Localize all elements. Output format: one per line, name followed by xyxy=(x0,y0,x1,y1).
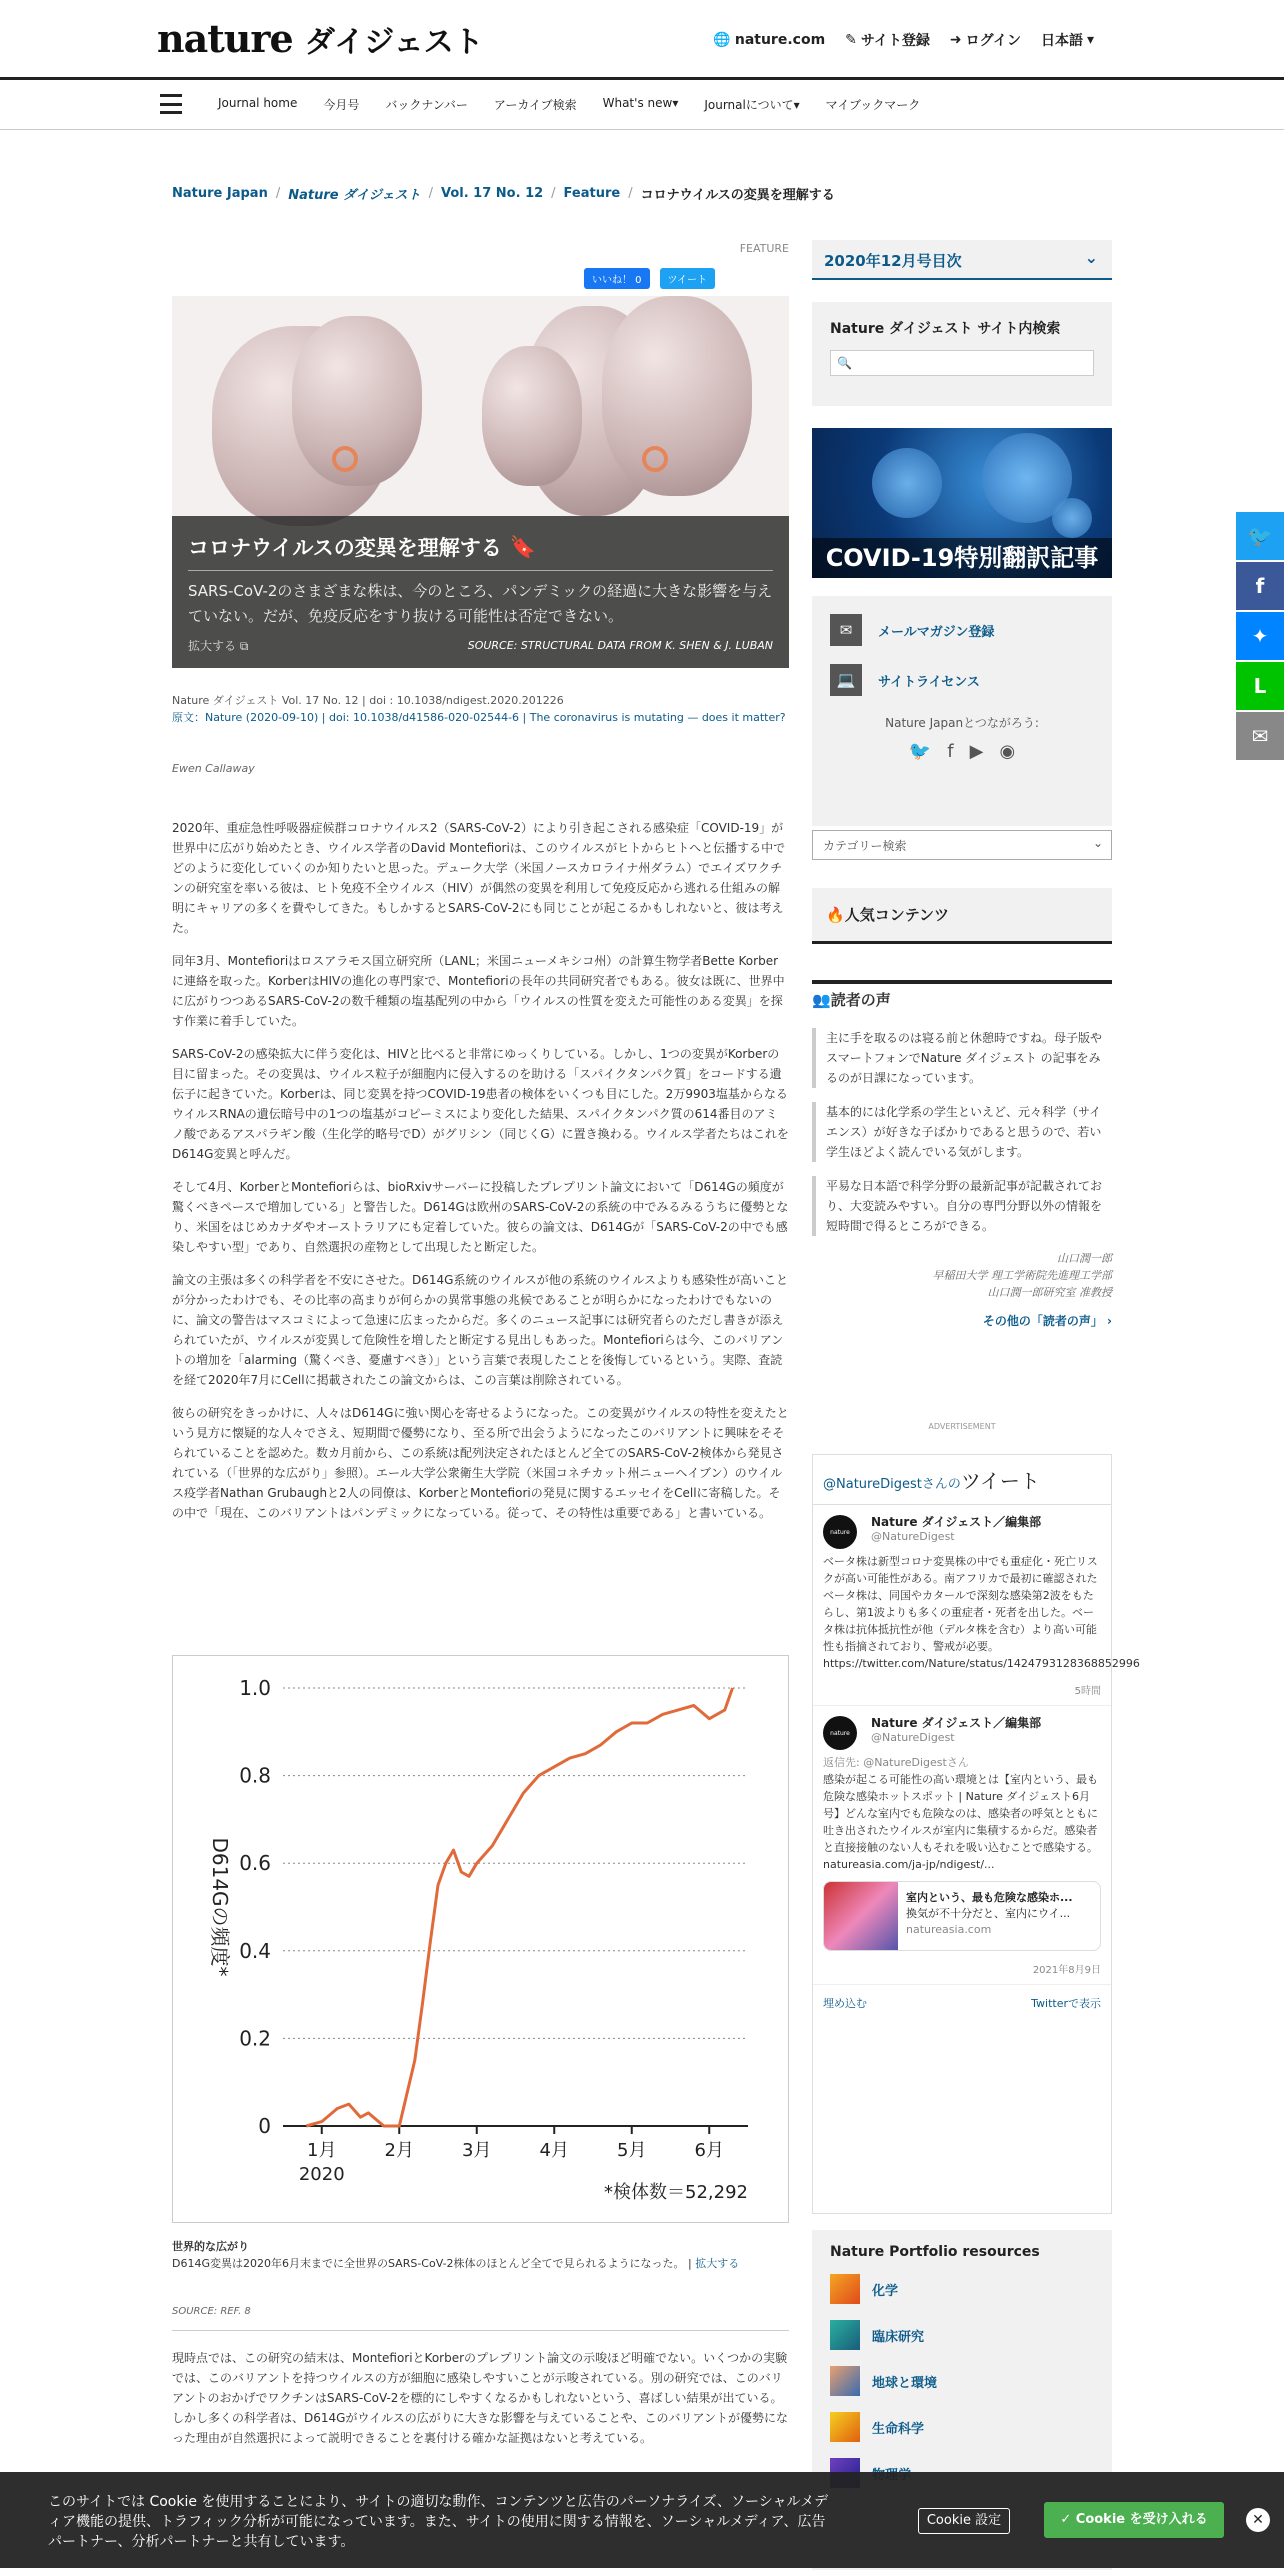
figure-expand-link[interactable]: 拡大する xyxy=(695,2257,740,2270)
tweet-button[interactable]: ツイート xyxy=(660,268,716,289)
covid-banner[interactable] xyxy=(812,428,1112,578)
follow-text: Nature Japanとつながろう: xyxy=(885,716,1039,730)
main-nav xyxy=(0,80,1284,130)
login-icon: ➜ xyxy=(949,32,962,48)
tweet[interactable]: nature Nature ダイジェスト／編集部 @NatureDigest ベータ株は新型コロナ変異株の中でも重症化・死亡リスクが高い可能性がある。南アフリカで最初に確認されたベータ株は、同国やカタールで深刻な感染第2波をもたらし、第1波よりも多くの重症者・死者を出した。ベータ株は抗体抵抗性が他（デルタ株を含む）より高い可能性も指摘されており、警戒が必要。 https://twitter.com/Nature/status/1424793128368852996 5時間 xyxy=(813,1505,1111,1706)
site-header xyxy=(0,0,1284,80)
tweet[interactable]: nature Nature ダイジェスト／編集部 @NatureDigest 返信先: @NatureDigestさん 感染が起こる可能性の高い環境とは【室内という、最も危険な感染ホットスポット | Nature ダイジェスト6月号】どんな室内でも危険なのは、感染者の呼気とともに吐き出されたウイルスが室内に集積するからだ。感染者と直接接触のない人もそれを吸い込むことで感染する。 natureasia.com/ja-jp/ndigest/... 室内という、最も危険な感染ホ... 換気が不十分だと、室内にウイ... natureasia.com 2021年8月9日 xyxy=(813,1706,1111,1985)
social-buttons xyxy=(584,268,715,289)
reader-quote: 平易な日本語で科学分野の最新記事が記載されており、大変読みやすい。自分の専門分野以外の情報を短時間で得るところができる。 xyxy=(812,1176,1112,1236)
site-logo[interactable]: nature ダイジェスト xyxy=(157,16,484,61)
facebook-share-icon[interactable]: f xyxy=(1236,562,1284,610)
paragraph: 彼らの研究をきっかけに、人々はD614Gに強い関心を寄せるようになった。この変異がウイルスの特性を変えたという見方に懐疑的な人々でさえ、短期間で優勢になり、至る所で出会うようになったこのバリアントに興味をそそられていることを認めた。数カ月前から、この系統は配列決定されたほとんど全てのSARS-CoV-2検体から発見されている（「世界的な広がり」参照）。エール大学公衆衛生大学院（米国コネチカット州ニューヘイブン）のウイルス疫学者Nathan Grubaughと2人の同僚は、KorberとMontefioriの発見に関するエッセイをCellに寄稿した。その中で「現在、このバリアントはパンデミックになっている。従って、その特性は重要である」と書いている。 xyxy=(172,1406,789,1520)
mail-icon: ✉ xyxy=(830,614,862,646)
view-on-twitter-link[interactable]: Twitterで表示 xyxy=(1031,1997,1101,2010)
reader-voices: 👥読者の声 主に手を取るのは寝る前と休憩時ですね。母子版やスマートフォンでNature ダイジェスト の記事をみるのが日課になっています。 基本的には化学系の学生といえど、元々科学（サイエンス）が好きな子ばかりであると思うので、若い学生ほどよく読んでいる気がします。 平易な日本語で科学分野の最新記事が記載されており、大変読みやすい。自分の専門分野以外の情報を短時間で得るところができる。 山口潤一郎 早稲田大学 理工学術院先進理工学部 山口潤一郎研究室 准教授 その他の「読者の声」 › xyxy=(812,980,1112,1331)
chart-footnote: *検体数＝52,292 xyxy=(604,2182,748,2203)
cookie-banner xyxy=(0,2472,1284,2568)
y-tick-label: 0.4 xyxy=(239,1938,271,1963)
nature-com-link[interactable]: 🌐 nature.com xyxy=(713,32,826,48)
x-tick-label: 6月 xyxy=(694,2140,724,2161)
meta-digest: Nature ダイジェスト Vol. 17 No. 12 | doi : 10.1038/ndigest.2020.201226 xyxy=(172,694,564,707)
paragraph: 同年3月、Montefioriはロスアラモス国立研究所（LANL；米国ニューメキシコ州）の計算生物学者Bette Korberに連絡を取った。KorberはHIVの進化の専門家で、Montefioriの長年の共同研究者でもある。彼女は既に、世界中に広がりつつあるSARS-CoV-2の数千種類の塩基配列の中から「ウイルスの性質を変えた可能性のある変異」を探す作業に着手していた。 xyxy=(172,954,785,1028)
top-links xyxy=(713,30,1094,50)
twitter-share-icon[interactable]: 🐦 xyxy=(1236,512,1284,560)
x-tick-label: 3月 xyxy=(462,2140,492,2161)
article-body xyxy=(172,818,789,1536)
language-select[interactable]: 日本語 ▾ xyxy=(1040,32,1094,49)
sidebar-links xyxy=(812,596,1112,826)
reader-quote: 基本的には化学系の学生といえど、元々科学（サイエンス）が好きな子ばかりであると思うので、若い学生ほどよく読んでいる気がします。 xyxy=(812,1102,1112,1162)
chart-svg xyxy=(173,1656,788,2222)
article-lead: SARS-CoV-2のさまざまな株は、今のところ、パンデミックの経過に大きな影響を与えていない。だが、免疫反応をすり抜ける可能性は否定できない。 xyxy=(188,582,773,625)
x-tick-label: 5月 xyxy=(617,2140,647,2161)
youtube-icon[interactable]: ▶ xyxy=(969,741,984,762)
y-tick-label: 0 xyxy=(258,2114,271,2138)
y-tick-label: 0.8 xyxy=(239,1763,271,1788)
y-tick-label: 0.6 xyxy=(239,1851,271,1876)
paragraph: 論文の主張は多くの科学者を不安にさせた。D614G系統のウイルスが他の系統のウイルスよりも感染性が高いことが分かったわけでも、その比率の高まりが何らかの異常事態の兆候であることが明らかになったわけでもないのに、論文の警告はマスコミによって急速に広まったからだ。多くのニュース記事には研究者らのただし書きが添えられていたが、ウイルスが変異して危険性を増したと断定する見出しもあった。Montefioriらは今、このバリアントの増加を「alarming（驚くべき、憂慮すべき）」という言葉で表現したことを後悔しているという。実際、査読を経て2020年7月にCellに掲載されたこの論文からは、この言葉は削除されている。 xyxy=(172,1273,789,1387)
resource-clinical[interactable]: 臨床研究 xyxy=(830,2320,1094,2350)
avatar: nature xyxy=(823,1716,857,1750)
article-meta xyxy=(172,692,789,726)
cookie-accept-button[interactable]: ✓ Cookie を受け入れる xyxy=(1044,2502,1224,2538)
category-select[interactable]: カテゴリー検索 ⌄ xyxy=(812,830,1112,860)
fire-icon: 🔥 xyxy=(826,906,845,924)
series-line xyxy=(306,1688,732,2126)
nav-back-numbers[interactable]: バックナンバー xyxy=(385,98,468,112)
edit-icon: ✎ xyxy=(845,32,857,48)
figure-title: 世界的な広がり xyxy=(172,2240,249,2253)
paragraph: 現時点では、この研究の結末は、MontefioriとKorberのプレプリント論文の示唆ほど明確でない。いくつかの実験では、このバリアントを持つウイルスの方が細胞に感染しやすいことが示唆されている。別の研究では、このバリアントのおかげでワクチンはSARS-CoV-2を標的にしやすくなるかもしれないという、喜ばしい結果が出ている。しかし多くの科学者は、D614Gがウイルスの広がりに大きな影響を与えていることや、このバリアントが優勢になった理由が自然選択によって説明できることを裏付ける確かな証拠はないと考えている。 xyxy=(172,2351,789,2445)
login-link[interactable]: ➜ ログイン xyxy=(949,32,1021,49)
breadcrumb-volume[interactable]: Vol. 17 No. 12 xyxy=(440,186,544,201)
like-button[interactable]: いいね！ 0 xyxy=(584,268,650,289)
paragraph: そして4月、KorberとMontefioriらは、bioRxivサーバーに投稿したプレプリント論文において「D614Gの頻度が驚くべきペースで増加している」と警告した。D614Gは欧州のSARS-CoV-2の系統の中でみるみるうちに優勢となり、米国をはじめカナダやオーストラリアにも定着していた。彼らの論文は、D614Gが「SARS-CoV-2の中でも感染しやすい型」であり、自然選択の産物として出現したと断定した。 xyxy=(172,1180,789,1254)
facebook-icon[interactable]: f xyxy=(947,741,954,762)
figure-source: SOURCE: REF. 8 xyxy=(172,2306,251,2317)
breadcrumb-feature[interactable]: Feature xyxy=(563,186,621,201)
figure-caption: 世界的な広がり D614G変異は2020年6月末までに全世界のSARS-CoV-2株体のほとんど全てで見られるようになった。 | 拡大する xyxy=(172,2238,789,2272)
nav-whats-new[interactable]: What's new▾ xyxy=(602,96,679,110)
avatar: nature xyxy=(823,1515,857,1549)
author: Ewen Callaway xyxy=(172,762,255,775)
covid-banner-label: COVID-19特別翻訳記事 xyxy=(812,538,1112,578)
breadcrumb: Nature Japan / Nature ダイジェスト / Vol. 17 No. 12 / Feature / コロナウイルスの変異を理解する xyxy=(172,186,835,203)
breadcrumb-nature-japan[interactable]: Nature Japan xyxy=(172,186,268,201)
reader-signature: 山口潤一郎 早稲田大学 理工学術院先進理工学部 山口潤一郎研究室 准教授 xyxy=(932,1252,1112,1299)
more-voices-link[interactable]: その他の「読者の声」 › xyxy=(982,1314,1112,1328)
hero-expand-link[interactable]: 拡大する ⧉ xyxy=(188,639,249,653)
messenger-share-icon[interactable]: ✦ xyxy=(1236,612,1284,660)
search-input[interactable] xyxy=(830,350,1094,376)
site-search xyxy=(812,302,1112,406)
globe-icon: 🌐 xyxy=(713,32,731,48)
toc-dropdown[interactable]: 2020年12月号目次 ⌄ xyxy=(812,240,1112,280)
y-axis-label: D614Gの頻度* xyxy=(208,1837,232,1977)
x-year-label: 2020 xyxy=(298,2164,345,2185)
y-tick-label: 0.2 xyxy=(239,2026,271,2051)
divider xyxy=(172,2330,789,2331)
x-tick-label: 4月 xyxy=(539,2140,569,2161)
nav-archive-search[interactable]: アーカイブ検索 xyxy=(493,98,577,112)
bookmark-icon[interactable]: 🔖 xyxy=(509,534,536,559)
embed-link[interactable]: 埋め込む xyxy=(823,1997,867,2010)
meta-original[interactable]: 原文：Nature (2020-09-10) | doi: 10.1038/d41586-020-02544-6 | The coronavirus is mutating — does it matter? xyxy=(172,711,786,724)
nav-about-journal[interactable]: Journalについて▾ xyxy=(704,98,800,112)
paragraph: 2020年、重症急性呼吸器症候群コロナウイルス2（SARS-CoV-2）により引き起こされる感染症「COVID-19」が世界中に広がり始めたとき、ウイルス学者のDavid Montefioriは、このウイルスがヒトからヒトへと伝播する中でどのように変化していくのか知りたいと思った。デューク大学（米国ノースカロライナ州ダラム）でエイズワクチンの研究室を率いる彼は、ヒト免疫不全ウイルス（HIV）が偶然の変異を利用して免疫反応から逃れる仕組みの解明にキャリアの多くを費やしてきた。もしかするとSARS-CoV-2にも同じことが起こるかもしれないと、彼は考えた。 xyxy=(172,821,786,935)
mutation-marker xyxy=(642,446,668,472)
hero-image[interactable] xyxy=(172,296,789,668)
portfolio-resources: Nature Portfolio resources 化学 臨床研究 地球と環境 生命科学 xyxy=(812,2230,1112,2570)
search-title: Nature ダイジェスト サイト内検索 xyxy=(830,321,1061,337)
y-tick-label: 1.0 xyxy=(239,1676,271,1700)
cookie-settings-button[interactable]: Cookie 設定 xyxy=(918,2508,1010,2534)
laptop-icon: 💻 xyxy=(830,664,862,696)
paragraph: SARS-CoV-2の感染拡大に伴う変化は、HIVと比べると非常にゆっくりしている。しかし、1つの変異がKorberの目に留まった。その変異は、ウイルス粒子が細胞内に侵入するのを助ける「スパイクタンパク質」をコードする遺伝子に起きていた。Korberは、同じ変異を持つCOVID-19患者の検体をいくつも目にした。2万9903塩基からなるウイルスRNAの遺伝暗号中の1つの塩基がコピーミスにより変化した結果、スパイクタンパク質の614番目のアミノ酸であるアスパラギン酸（生化学的略号でD）がグリシン（同じくG）に置き換わる。ウイルス学者たちはこれをD614G変異と呼んだ。 xyxy=(172,1047,789,1161)
resource-life[interactable]: 生命科学 xyxy=(830,2412,1094,2442)
share-bar xyxy=(1236,512,1284,762)
site-license-link[interactable]: 💻 サイトライセンス xyxy=(830,664,1094,696)
chevron-down-icon: ⌄ xyxy=(1092,836,1103,850)
users-icon: 👥 xyxy=(812,991,831,1009)
article-body-continued xyxy=(172,2348,789,2448)
resource-chemistry[interactable]: 化学 xyxy=(830,2274,1094,2304)
nav-current-issue[interactable]: 今月号 xyxy=(323,98,360,112)
line-share-icon[interactable]: L xyxy=(1236,662,1284,710)
email-share-icon[interactable]: ✉ xyxy=(1236,712,1284,760)
close-icon[interactable]: ✕ xyxy=(1246,2508,1270,2532)
menu-icon[interactable] xyxy=(160,94,182,114)
twitter-icon[interactable]: 🐦 xyxy=(908,741,932,762)
mutation-marker xyxy=(332,446,358,472)
chevron-down-icon: ⌄ xyxy=(1084,248,1098,267)
cookie-message: このサイトでは Cookie を使用することにより、サイトの適切な動作、コンテンツと広告のパーソナライズ、ソーシャルメディア機能の提供、トラフィック分析が可能になっています。また、サイトの使用に関する情報を、ソーシャルメディア、広告パートナー、分析パートナーと共有しています。 xyxy=(48,2494,829,2550)
breadcrumb-nature-digest[interactable]: Nature ダイジェスト xyxy=(288,188,421,203)
article-title: コロナウイルスの変異を理解する xyxy=(188,536,502,560)
social-icons xyxy=(830,741,1094,762)
newsletter-link[interactable]: ✉ メールマガジン登録 xyxy=(830,614,1094,646)
section-label: FEATURE xyxy=(739,242,789,255)
popular-content[interactable]: 🔥人気コンテンツ xyxy=(812,888,1112,944)
link-card[interactable]: 室内という、最も危険な感染ホ... 換気が不十分だと、室内にウイ... natureasia.com xyxy=(823,1881,1101,1951)
advertisement-label: ADVERTISEMENT xyxy=(928,1422,996,1431)
reader-quote: 主に手を取るのは寝る前と休憩時ですね。母子版やスマートフォンでNature ダイジェスト の記事をみるのが日課になっています。 xyxy=(812,1028,1112,1088)
search-icon: 🔍 xyxy=(837,356,852,370)
x-tick-label: 2月 xyxy=(384,2140,414,2161)
x-tick-label: 1月 xyxy=(307,2140,337,2161)
register-link[interactable]: ✎ サイト登録 xyxy=(845,32,930,49)
twitter-timeline: @NatureDigestさんのツイート nature Nature ダイジェスト／編集部 @NatureDigest ベータ株は新型コロナ変異株の中でも重症化・死亡リスクが高い可能性がある。南アフリカで最初に確認されたベータ株は、同国やカタールで深刻な感染第2波をもたらし、第1波よりも多くの重症者・死者を出した。ベータ株は抗体抵抗性が他（デルタ株を含む）より高い可能性も指摘されており、警戒が必要。 https://twitter.com/Nature/status/1424793128368852996 5時間 nature Nature ダイジェスト／編集部 @NatureDigest 返信先: @NatureDigestさん 感染が起こる可能性の高い環境とは【室内という、最も危険な感染ホットスポット | Nature ダイジェスト6月号】どんな室内でも危険なのは、感染者の呼気とともに吐き出されたウイルスが室内に集積するからだ。感染者と直接接触のない人もそれを吸い込むことで感染する。 natureasia.com/ja-jp/ndigest/... 室内という、最も危険な感染ホ... 換気が不十分だと、室内にウイ... natureasia.com 2021年8月9日 埋め込む Twitterで表示 xyxy=(812,1454,1112,2214)
hero-source: SOURCE: STRUCTURAL DATA FROM K. SHEN & J. LUBAN xyxy=(467,639,773,652)
rss-icon[interactable]: ◉ xyxy=(999,741,1016,762)
d614g-chart[interactable] xyxy=(172,1655,789,2223)
resource-earth[interactable]: 地球と環境 xyxy=(830,2366,1094,2396)
nav-my-bookmarks[interactable]: マイブックマーク xyxy=(825,98,921,112)
caret-down-icon: ▾ xyxy=(1086,32,1094,48)
nav-journal-home[interactable]: Journal home xyxy=(218,96,298,110)
breadcrumb-current: コロナウイルスの変異を理解する xyxy=(640,188,835,203)
